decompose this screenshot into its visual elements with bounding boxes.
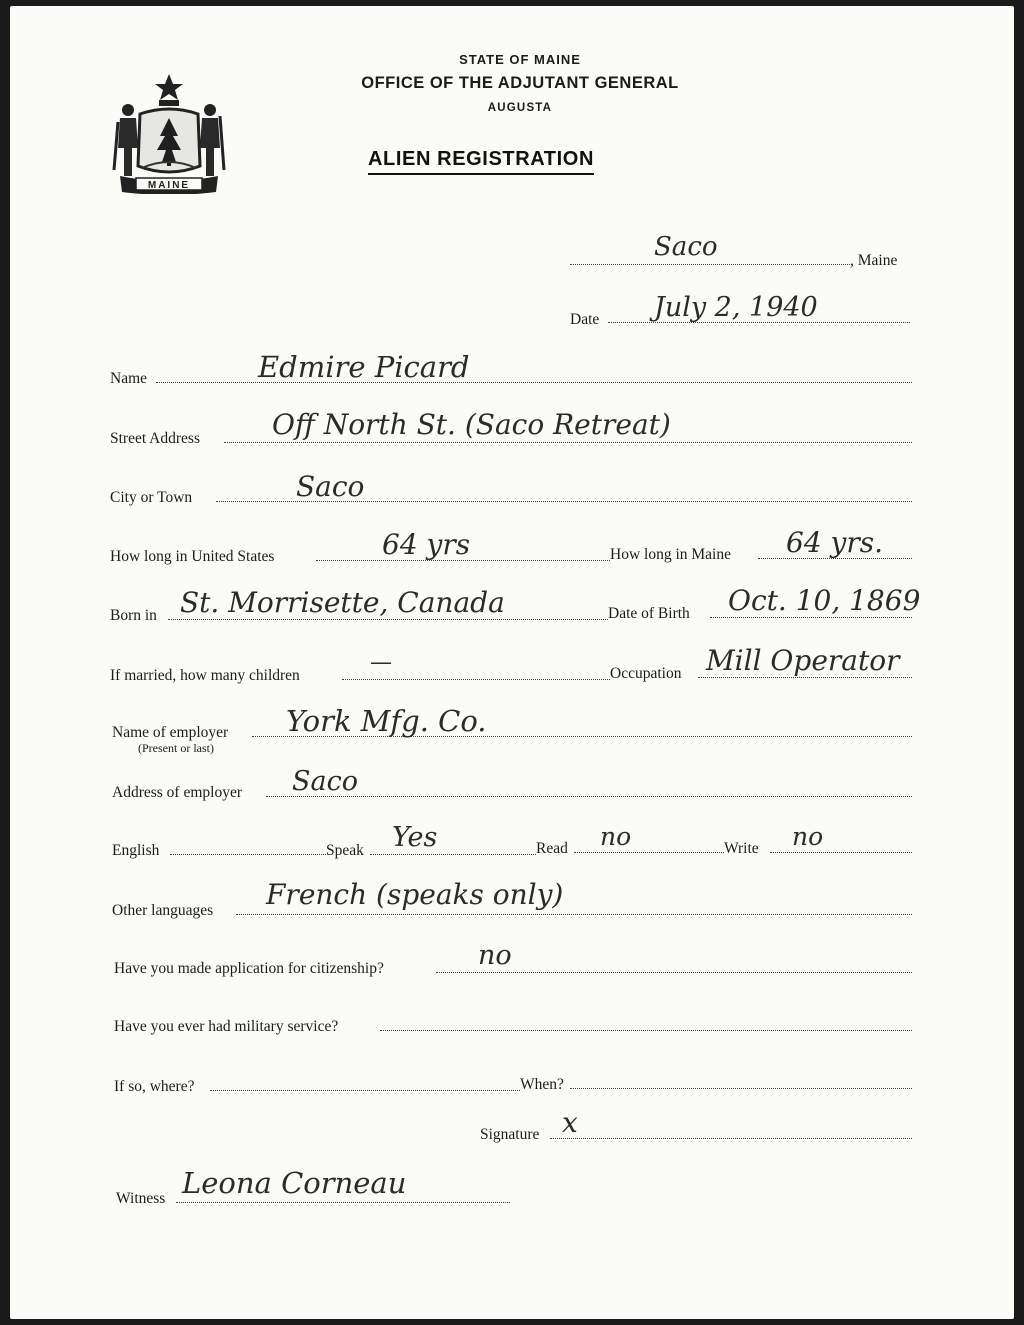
write-line [770, 852, 912, 853]
header-state: STATE OF MAINE [459, 52, 581, 67]
street-address-label: Street Address [110, 430, 200, 447]
occupation-value: Mill Operator [706, 644, 900, 677]
occupation-line [698, 677, 912, 678]
children-label: If married, how many children [110, 667, 300, 684]
children-line [342, 679, 610, 680]
date-of-birth-line [710, 617, 912, 618]
other-languages-value: French (speaks only) [266, 878, 564, 911]
date-of-birth-value: Oct. 10, 1869 [728, 584, 921, 617]
children-value: — [370, 650, 392, 675]
speak-label: Speak [326, 842, 364, 859]
header-city: AUGUSTA [487, 102, 553, 114]
where-label: If so, where? [114, 1078, 195, 1095]
other-languages-line [236, 914, 912, 915]
signature-label: Signature [480, 1126, 540, 1143]
employer-name-sublabel: (Present or last) [138, 741, 214, 755]
witness-line [176, 1202, 510, 1203]
witness-value: Leona Corneau [182, 1166, 407, 1200]
header-office: OFFICE OF THE ADJUTANT GENERAL [361, 74, 679, 92]
date-label: Date [570, 311, 600, 328]
how-long-maine-value: 64 yrs. [786, 526, 884, 559]
city-label: City or Town [110, 489, 193, 506]
born-in-value: St. Morrisette, Canada [180, 586, 505, 619]
occupation-label: Occupation [610, 665, 682, 682]
employer-address-value: Saco [292, 766, 358, 797]
speak-line [370, 854, 536, 855]
when-line [570, 1088, 912, 1089]
state-seal-icon [110, 70, 228, 194]
seal-banner-text: MAINE [147, 180, 191, 191]
citizenship-value: no [478, 940, 512, 971]
write-label: Write [724, 840, 759, 857]
how-long-us-label: How long in United States [110, 548, 275, 565]
where-line [210, 1090, 520, 1091]
city-value: Saco [296, 470, 365, 503]
born-in-line [168, 619, 608, 620]
name-value: Edmire Picard [258, 350, 470, 384]
speak-value: Yes [392, 822, 438, 853]
employer-name-value: York Mfg. Co. [286, 704, 487, 738]
street-address-line [224, 442, 912, 443]
how-long-us-value: 64 yrs [382, 528, 471, 561]
english-line [170, 854, 326, 855]
form-title: ALIEN REGISTRATION [368, 148, 594, 175]
when-label: When? [520, 1076, 564, 1093]
place-suffix: , Maine [850, 252, 898, 269]
read-line [574, 852, 724, 853]
english-label: English [112, 842, 160, 859]
citizenship-label: Have you made application for citizenship? [114, 960, 384, 977]
employer-address-line [266, 796, 912, 797]
street-address-value: Off North St. (Saco Retreat) [272, 408, 671, 441]
name-label: Name [110, 370, 148, 387]
born-in-label: Born in [110, 607, 157, 624]
employer-name-label: Name of employer [112, 724, 229, 741]
signature-value: x [562, 1106, 578, 1139]
military-label: Have you ever had military service? [114, 1018, 339, 1035]
witness-label: Witness [116, 1190, 166, 1207]
signature-line [550, 1138, 912, 1139]
read-value: no [600, 822, 632, 851]
date-value: July 2, 1940 [654, 292, 818, 323]
place-line [570, 264, 850, 265]
place-value: Saco [654, 232, 718, 262]
write-value: no [792, 822, 824, 851]
citizenship-line [436, 972, 912, 973]
how-long-maine-label: How long in Maine [610, 546, 731, 563]
registration-form [10, 6, 1014, 1319]
employer-address-label: Address of employer [112, 784, 242, 801]
military-line [380, 1030, 912, 1031]
date-of-birth-label: Date of Birth [608, 605, 690, 622]
other-languages-label: Other languages [112, 902, 214, 919]
read-label: Read [536, 840, 568, 857]
